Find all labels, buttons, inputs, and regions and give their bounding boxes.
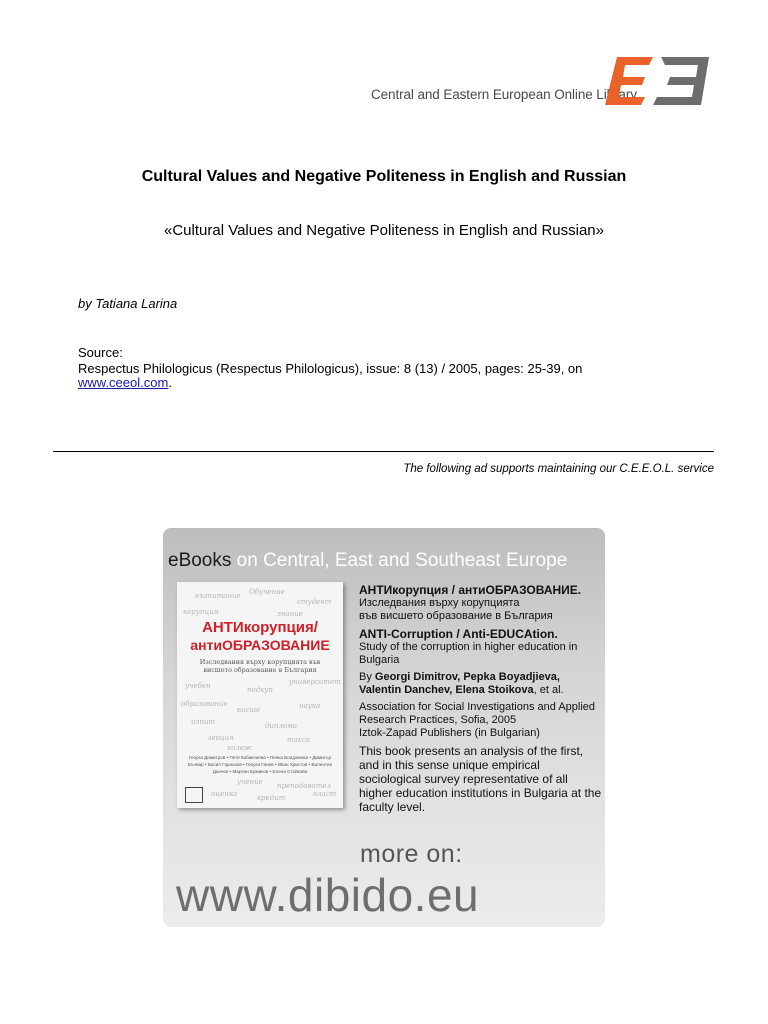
book-cover-image — [177, 582, 343, 808]
ceeol-logo-icon — [603, 55, 711, 107]
cover-word: университет — [289, 678, 341, 686]
cover-word: учебен — [185, 682, 211, 690]
cover-title-line2: антиОБРАЗОВАНИЕ — [190, 637, 330, 653]
source-label: Source: — [78, 345, 123, 360]
cover-word: учение — [237, 778, 263, 786]
publisher-logo-icon — [185, 787, 203, 803]
cover-title-line1: АНТИкорупция/ — [202, 619, 318, 636]
cover-word: преподавател — [277, 782, 331, 790]
book-subtitle-bg-2: във висшето образование в България — [359, 610, 553, 622]
ebook-advertisement[interactable] — [163, 528, 605, 927]
library-name: Central and Eastern European Online Library — [371, 87, 637, 102]
author-names: Georgi Dimitrov, Pepka Boyadjieva, Valentin Danchev, Elena Stoikova — [359, 671, 560, 696]
cover-authors: Георги Димитров • Петя Кабакчиева • Пенка Бояджиева • Димитър Бъчвар • Васил Гарнизов • Георги Ганев • Иван Христов • Валентин Данчев • Мартин Ермиков • Елена Стойкова — [187, 755, 333, 774]
source-end: . — [168, 375, 172, 390]
cover-word: студент — [297, 598, 332, 606]
book-subtitle-bg-1: Изследвания върху корупцията — [359, 597, 520, 609]
cover-word: власт — [313, 790, 337, 798]
publisher-1: Association for Social Investigations and Applied Research Practices, Sofia, 2005 — [359, 701, 596, 726]
cover-word: кредит — [257, 794, 286, 802]
publisher-2: Iztok-Zapad Publishers (in Bulgarian) — [359, 727, 540, 739]
by-prefix: By — [359, 671, 375, 683]
more-on-label: more on: — [360, 840, 463, 868]
book-authors — [359, 671, 603, 697]
ad-headline — [168, 550, 567, 572]
document-title: Cultural Values and Negative Politeness in English and Russian — [141, 168, 627, 185]
cover-word: оценка — [211, 790, 238, 798]
cover-word: диплома — [265, 722, 298, 730]
ad-headline-lead: eBooks — [168, 550, 232, 571]
dibido-url-link[interactable]: www.dibido.eu — [176, 869, 480, 921]
ad-headline-rest: on Central, East and Southeast Europe — [231, 550, 568, 571]
cover-word: подкуп — [247, 686, 273, 694]
ad-note: The following ad supports maintaining our C.E.E.O.L. service — [403, 463, 714, 475]
cover-word: наука — [299, 702, 321, 710]
book-subtitle-en: Study of the corruption in higher education in Bulgaria — [359, 641, 578, 666]
cover-word: образование — [181, 700, 228, 708]
authors-suffix: , et al. — [533, 684, 564, 696]
source-text — [78, 362, 678, 390]
cover-word: висше — [237, 706, 261, 714]
cover-subtitle: Изследвания върху корупцията във висшето образование в България — [199, 658, 321, 674]
document-subtitle: «Cultural Values and Negative Politeness in English and Russian» — [164, 222, 604, 239]
source-link[interactable]: www.ceeol.com — [78, 375, 169, 390]
ad-book-details — [359, 583, 603, 814]
cover-word: изпит — [191, 718, 215, 726]
divider — [53, 451, 714, 452]
cover-word: колеж — [227, 744, 252, 752]
book-description: This book presents an analysis of the first, and in this sense unique empirical sociological survey representative of all higher education institutions in Bulgaria at the faculty level. — [359, 744, 602, 814]
cover-word: лекция — [207, 734, 234, 742]
book-title-bg: АНТИкорупция / антиОБРАЗОВАНИЕ. — [359, 583, 582, 597]
cover-word: знание — [277, 610, 303, 618]
document-author: by Tatiana Larina — [78, 296, 178, 311]
cover-word: Обучение — [249, 588, 285, 596]
book-title-en: ANTI-Corruption / Anti-EDUCAtion. — [359, 627, 558, 641]
cover-word: възпитание — [195, 592, 241, 600]
cover-word: такса — [287, 736, 311, 744]
cover-word: корупция — [183, 608, 219, 616]
source-citation: Respectus Philologicus (Respectus Philologicus), issue: 8 (13) / 2005, pages: 25-39, on — [78, 361, 583, 376]
